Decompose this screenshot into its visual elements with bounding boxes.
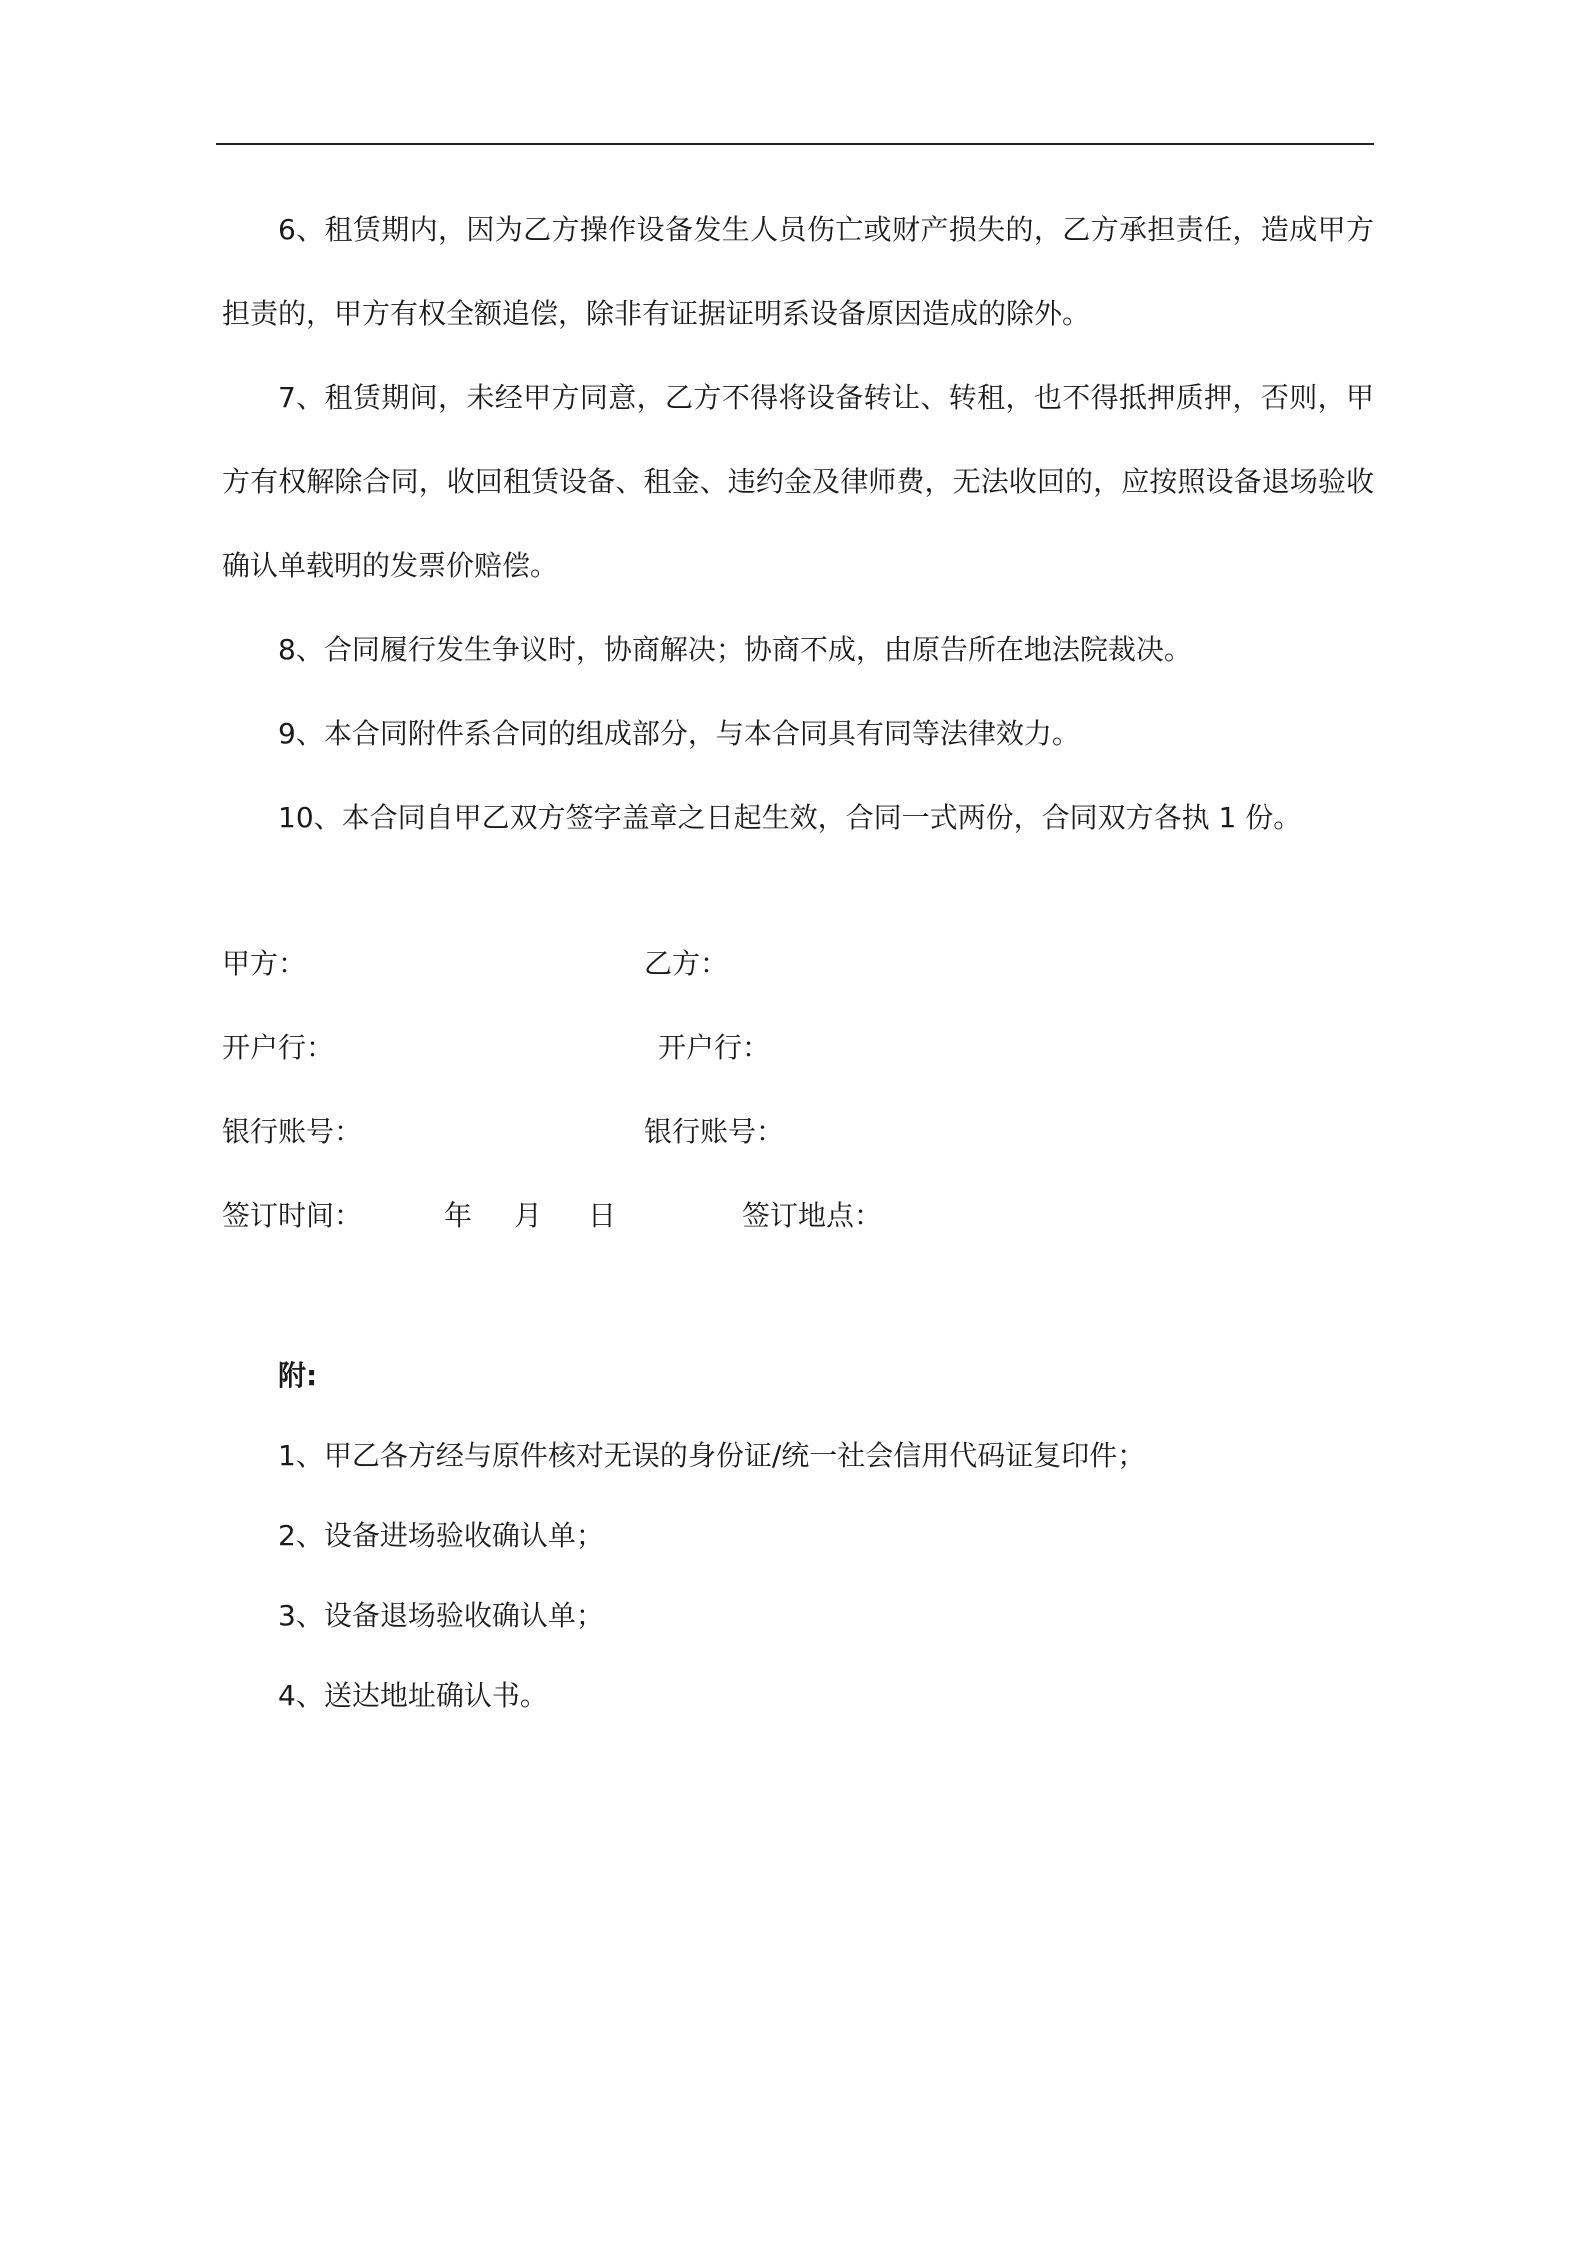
clause-8: 8、合同履行发生争议时，协商解决；协商不成，由原告所在地法院裁决。 — [278, 633, 1192, 666]
appendix-item: 1、甲乙各方经与原件核对无误的身份证/统一社会信用代码证复印件； — [278, 1439, 1146, 1472]
party-a-label: 甲方： — [222, 947, 307, 980]
sign-row — [222, 1196, 1374, 1236]
party-b-label: 乙方： — [644, 947, 729, 980]
year-label: 年 — [444, 1199, 473, 1232]
clause-7: 7、租赁期间，未经甲方同意，乙方不得将设备转让、转租，也不得抵押质押，否则，甲方有权解除合同，收回租赁设备、租金、违约金及律师费，无法收回的，应按照设备退场验收确认单载明的发票价赔偿。 — [222, 381, 1374, 582]
appendix-item: 2、设备进场验收确认单； — [278, 1519, 604, 1552]
appendix-item: 3、设备退场验收确认单； — [278, 1599, 604, 1632]
sign-place-label: 签订地点： — [742, 1199, 883, 1232]
clause-6: 6、租赁期内，因为乙方操作设备发生人员伤亡或财产损失的，乙方承担责任，造成甲方担责的，甲方有权全额追偿，除非有证据证明系设备原因造成的除外。 — [222, 213, 1374, 330]
appendix-item: 4、送达地址确认书。 — [278, 1679, 548, 1712]
appendix-title: 附: — [278, 1359, 318, 1392]
day-label: 日 — [588, 1199, 617, 1232]
account-a-label: 银行账号： — [222, 1115, 363, 1148]
clause-9: 9、本合同附件系合同的组成部分，与本合同具有同等法律效力。 — [278, 717, 1080, 750]
bank-row — [222, 1028, 1374, 1068]
header-rule — [216, 143, 1374, 145]
sign-time-label: 签订时间： — [222, 1199, 363, 1232]
month-label: 月 — [514, 1199, 543, 1232]
account-b-label: 银行账号： — [644, 1115, 785, 1148]
bank-b-label: 开户行： — [658, 1031, 771, 1064]
party-row — [222, 944, 1374, 984]
account-row — [222, 1112, 1374, 1152]
bank-a-label: 开户行： — [222, 1031, 335, 1064]
clause-10: 10、本合同自甲乙双方签字盖章之日起生效，合同一式两份，合同双方各执 1 份。 — [278, 801, 1302, 834]
